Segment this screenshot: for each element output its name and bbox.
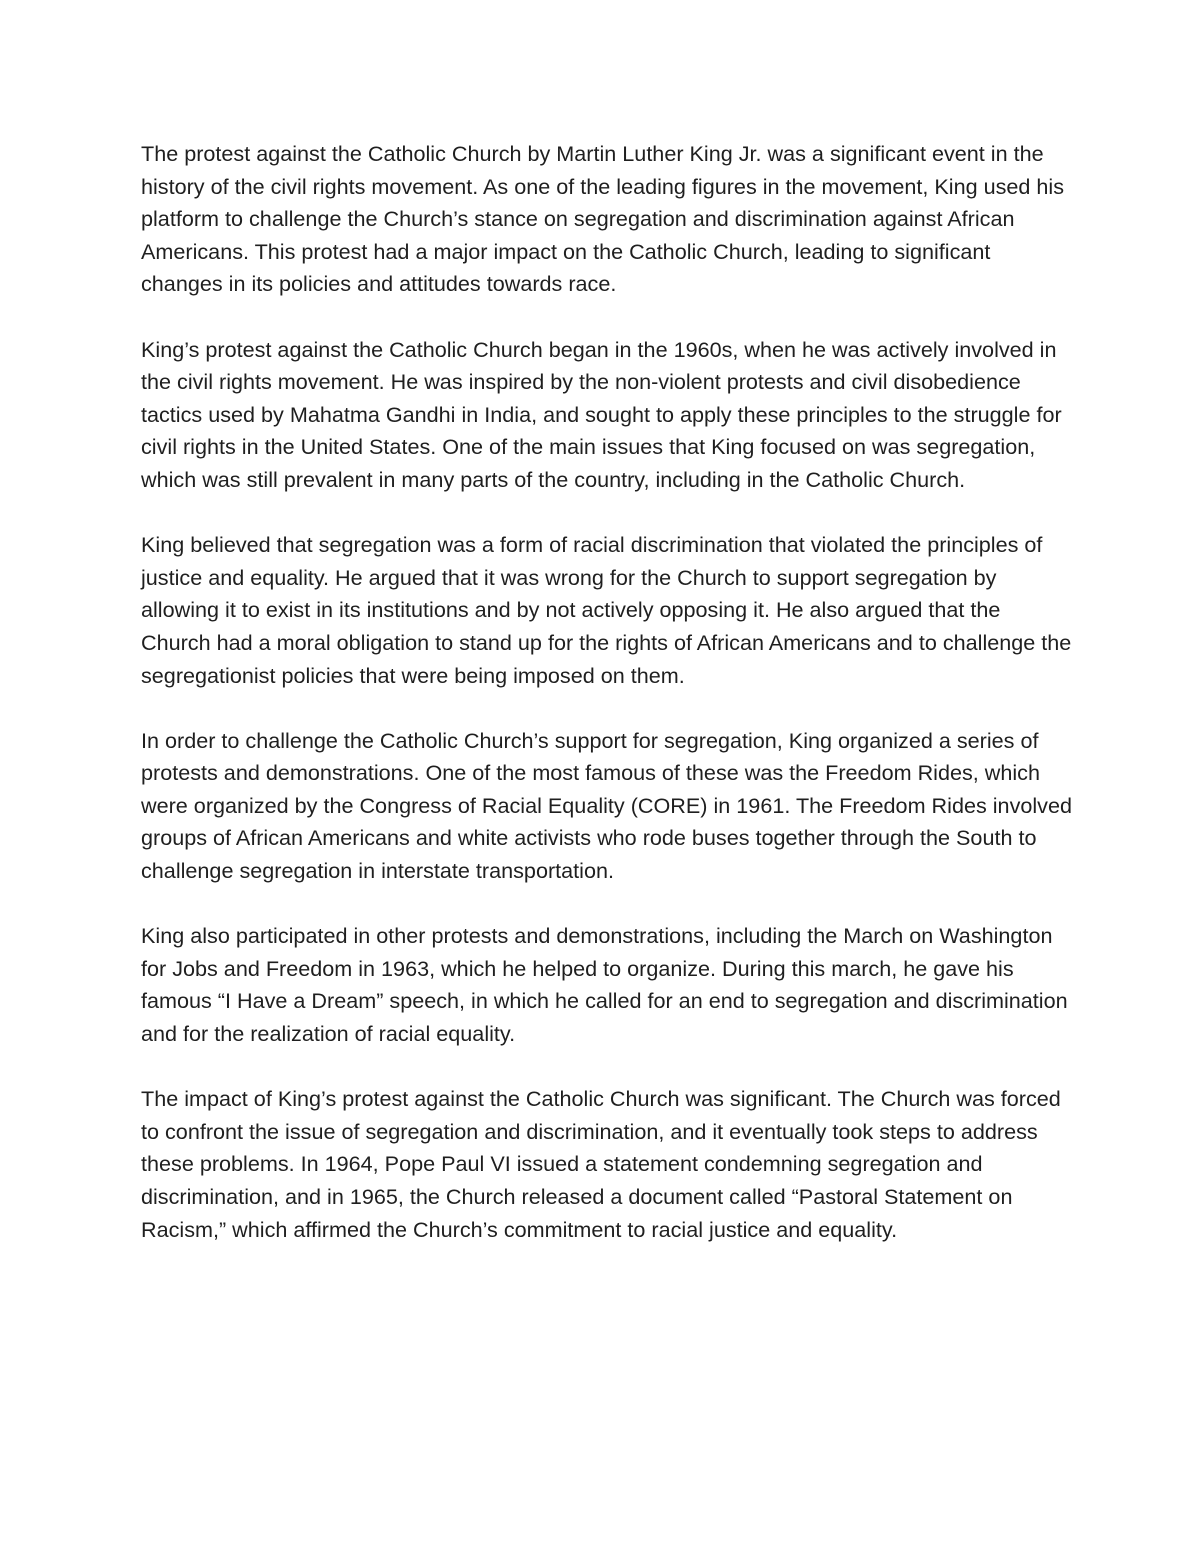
paragraph-6: The impact of King’s protest against the Catholic Church was significant. The Church was forced to confront the issue of segregation and discrimination, and it eventually took steps to address these problems. In 1964, Pope Paul VI issued a statement condemning segregation and discrimination, and in 1965, the Church released a document called “Pastoral Statement on Racism,” which affirmed the Church’s commitment to racial justice and equality. <box>141 1086 1061 1242</box>
paragraph-3: King believed that segregation was a form of racial discrimination that violated the principles of justice and equality. He argued that it was wrong for the Church to support segregation by allowing it to exist in its institutions and by not actively opposing it. He also argued that the Church had a moral obligation to stand up for the rights of African Americans and to challenge the segregationist policies that were being imposed on them. <box>141 532 1072 688</box>
paragraph-1: The protest against the Catholic Church by Martin Luther King Jr. was a significant event in the history of the civil rights movement. As one of the leading figures in the movement, King used his platform to challenge the Church’s stance on segregation and discrimination against African Americans. This protest had a major impact on the Catholic Church, leading to significant changes in its policies and attitudes towards race. <box>141 141 1065 297</box>
paragraph-5: King also participated in other protests and demonstrations, including the March on Washington for Jobs and Freedom in 1963, which he helped to organize. During this march, he gave his famous “I Have a Dream” speech, in which he called for an end to segregation and discrimination and for the realization of racial equality. <box>141 923 1068 1047</box>
paragraph-2: King’s protest against the Catholic Church began in the 1960s, when he was actively involved in the civil rights movement. He was inspired by the non-violent protests and civil disobedience tactics used by Mahatma Gandhi in India, and sought to apply these principles to the struggle for civil rights in the United States. One of the main issues that King focused on was segregation, which was still prevalent in many parts of the country, including in the Catholic Church. <box>141 336 1062 492</box>
document-body <box>141 138 1076 1246</box>
paragraph-4: In order to challenge the Catholic Church’s support for segregation, King organized a series of protests and demonstrations. One of the most famous of these was the Freedom Rides, which were organized by the Congress of Racial Equality (CORE) in 1961. The Freedom Rides involved groups of African Americans and white activists who rode buses together through the South to challenge segregation in interstate transportation. <box>141 727 1072 884</box>
